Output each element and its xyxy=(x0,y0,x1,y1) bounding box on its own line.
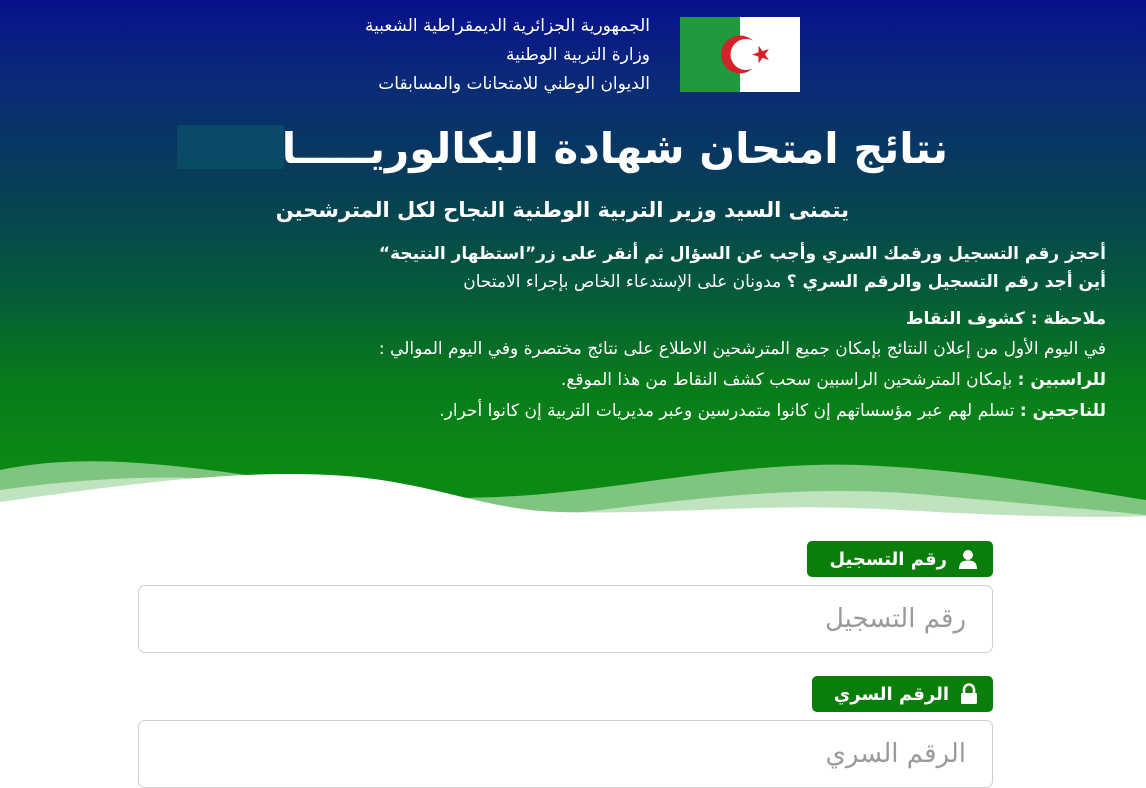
passed-label: للناجحين : xyxy=(1019,401,1106,421)
note-title: ملاحظة : كشوف النقاط xyxy=(905,309,1106,329)
question-bold: أين أجد رقم التسجيل والرقم السري ؟ xyxy=(786,272,1106,292)
republic-name: الجمهورية الجزائرية الديمقراطية الشعبية xyxy=(364,16,650,36)
question-line xyxy=(286,268,1106,296)
note-line: في اليوم الأول من إعلان النتائج بإمكان جميع المترشحين الاطلاع على نتائج مختصرة وفي اليوم الموالي : xyxy=(378,339,1106,359)
page-subtitle: يتمنى السيد وزير التربية الوطنية النجاح لكل المترشحين xyxy=(275,198,849,222)
secret-label-badge xyxy=(812,676,993,712)
failed-text: بإمكان المترشحين الراسبين سحب كشف النقاط من هذا الموقع. xyxy=(560,370,1018,390)
secret-label: الرقم السري xyxy=(833,683,949,705)
registration-label: رقم التسجيل xyxy=(829,548,947,570)
registration-number-input[interactable] xyxy=(138,585,993,653)
instruction-line: أحجز رقم التسجيل ورقمك السري وأجب عن السؤال ثم أنقر على زر”استظهار النتيجة“ xyxy=(378,244,1106,264)
user-icon xyxy=(957,548,979,570)
failed-note xyxy=(286,365,1106,396)
registration-label-badge xyxy=(807,541,993,577)
instructions-block xyxy=(286,240,1106,427)
ministry-name: وزارة التربية الوطنية xyxy=(505,45,650,65)
wave-decoration xyxy=(0,440,1146,550)
passed-note xyxy=(286,396,1106,427)
header-organization xyxy=(250,12,650,99)
office-name: الديوان الوطني للامتحانات والمسابقات xyxy=(378,74,650,94)
passed-text: تسلم لهم عبر مؤسساتهم إن كانوا متمدرسين وعبر مديريات التربية إن كانوا أحرار. xyxy=(439,401,1020,421)
secret-number-input[interactable] xyxy=(138,720,993,788)
failed-label: للراسبين : xyxy=(1017,370,1106,390)
lock-icon xyxy=(959,683,979,705)
page-title: نتائج امتحان شهادة البكالوريـــــا xyxy=(281,124,948,173)
question-answer: مدونان على الإستدعاء الخاص بإجراء الامتحان xyxy=(463,272,787,292)
algeria-flag-icon xyxy=(680,17,800,92)
